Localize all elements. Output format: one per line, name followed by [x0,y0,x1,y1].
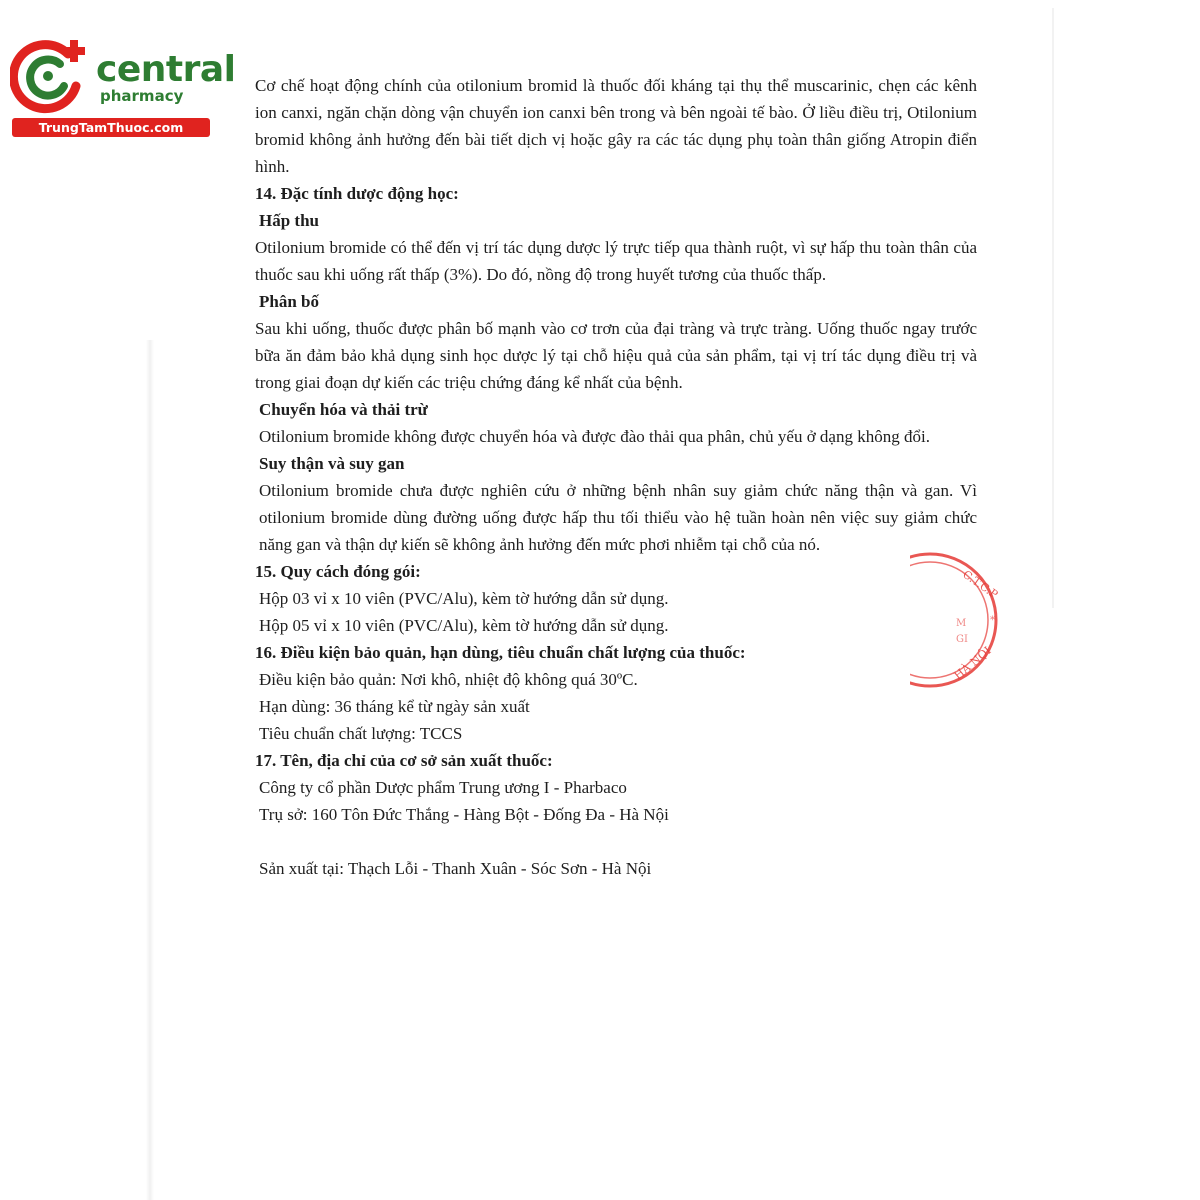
intro-paragraph: Cơ chế hoạt động chính của otilonium bromid là thuốc đối kháng tại thụ thể muscarinic, chẹn các kênh ion canxi, ngăn chặn dòng vận chuyển ion canxi bên trong và bên ngoài tế bào. Ở liều điều trị, Otilonium bromid không ảnh hưởng đến bài tiết dịch vị hoặc gây ra các tác dụng phụ toàn thân giống Atropin điển hình. [255,76,977,176]
shelf-life-line: Hạn dùng: 36 tháng kể từ ngày sản xuất [259,697,530,716]
svg-text:M: M [956,618,967,629]
central-pharmacy-logo[interactable] [10,36,236,136]
metabolism-heading: Chuyển hóa và thải trừ [259,400,428,419]
svg-text:HÀ NỘI: HÀ NỘI [951,644,994,683]
logo-mark-icon [10,36,94,116]
document-body [255,72,977,882]
company-name-line: Công ty cổ phần Dược phẩm Trung ương I - Pharbaco [259,778,627,797]
svg-text:*: * [990,615,995,626]
spacer [255,828,977,855]
logo-sub-text: pharmacy [100,87,184,105]
section-17-title: 17. Tên, địa chỉ của cơ sở sản xuất thuốc: [255,751,553,770]
company-stamp [910,548,1010,698]
packaging-line-2: Hộp 05 vỉ x 10 viên (PVC/Alu), kèm tờ hướng dẫn sử dụng. [259,616,669,635]
storage-line: Điều kiện bảo quản: Nơi khô, nhiệt độ không quá 30ºC. [259,670,638,689]
svg-text:GI: GI [956,634,968,645]
quality-standard-line: Tiêu chuẩn chất lượng: TCCS [259,724,463,743]
stamp-seal-icon [910,548,1010,698]
factory-line: Sản xuất tại: Thạch Lỗi - Thanh Xuân - Sóc Sơn - Hà Nội [259,859,652,878]
distribution-paragraph: Sau khi uống, thuốc được phân bố mạnh vào cơ trơn của đại tràng và trực tràng. Uống thuốc ngay trước bữa ăn đảm bảo khả dụng sinh học dược lý tại chỗ hiệu quả của sản phẩm, tại vị trí tác dụng điều trị và trong giai đoạn dự kiến các triệu chứng đáng kể nhất của bệnh. [255,319,977,392]
impairment-heading: Suy thận và suy gan [259,454,405,473]
distribution-heading: Phân bố [259,292,319,311]
section-15-title: 15. Quy cách đóng gói: [255,562,421,581]
logo-brand-text: central [96,49,236,90]
section-14-title: 14. Đặc tính dược động học: [255,184,459,203]
headquarters-line: Trụ sở: 160 Tôn Đức Thắng - Hàng Bột - Đống Đa - Hà Nội [259,805,669,824]
absorption-heading: Hấp thu [259,211,319,230]
logo-site-banner: TrungTamThuoc.com [12,118,210,137]
section-16-title: 16. Điều kiện bảo quản, hạn dùng, tiêu chuẩn chất lượng của thuốc: [255,643,746,662]
metabolism-paragraph: Otilonium bromide không được chuyển hóa và được đào thải qua phân, chủ yếu ở dạng không đổi. [259,427,930,446]
impairment-paragraph: Otilonium bromide chưa được nghiên cứu ở những bệnh nhân suy giảm chức năng thận và gan. Vì otilonium bromide dùng đường uống được hấp thu tối thiểu vào hệ tuần hoàn nên việc suy giảm chức năng gan và thận dự kiến sẽ không ảnh hưởng đến mức phơi nhiễm tại chỗ của nó. [259,481,977,554]
packaging-line-1: Hộp 03 vỉ x 10 viên (PVC/Alu), kèm tờ hướng dẫn sử dụng. [259,589,669,608]
absorption-paragraph: Otilonium bromide có thể đến vị trí tác dụng dược lý trực tiếp qua thành ruột, vì sự hấp thu toàn thân của thuốc sau khi uống rất thấp (3%). Do đó, nồng độ trong huyết tương của thuốc thấp. [255,238,977,284]
scan-edge-shadow [146,340,154,1200]
svg-text:C.T.C.P: C.T.C.P [960,567,1001,602]
scan-edge-line [1052,8,1054,608]
